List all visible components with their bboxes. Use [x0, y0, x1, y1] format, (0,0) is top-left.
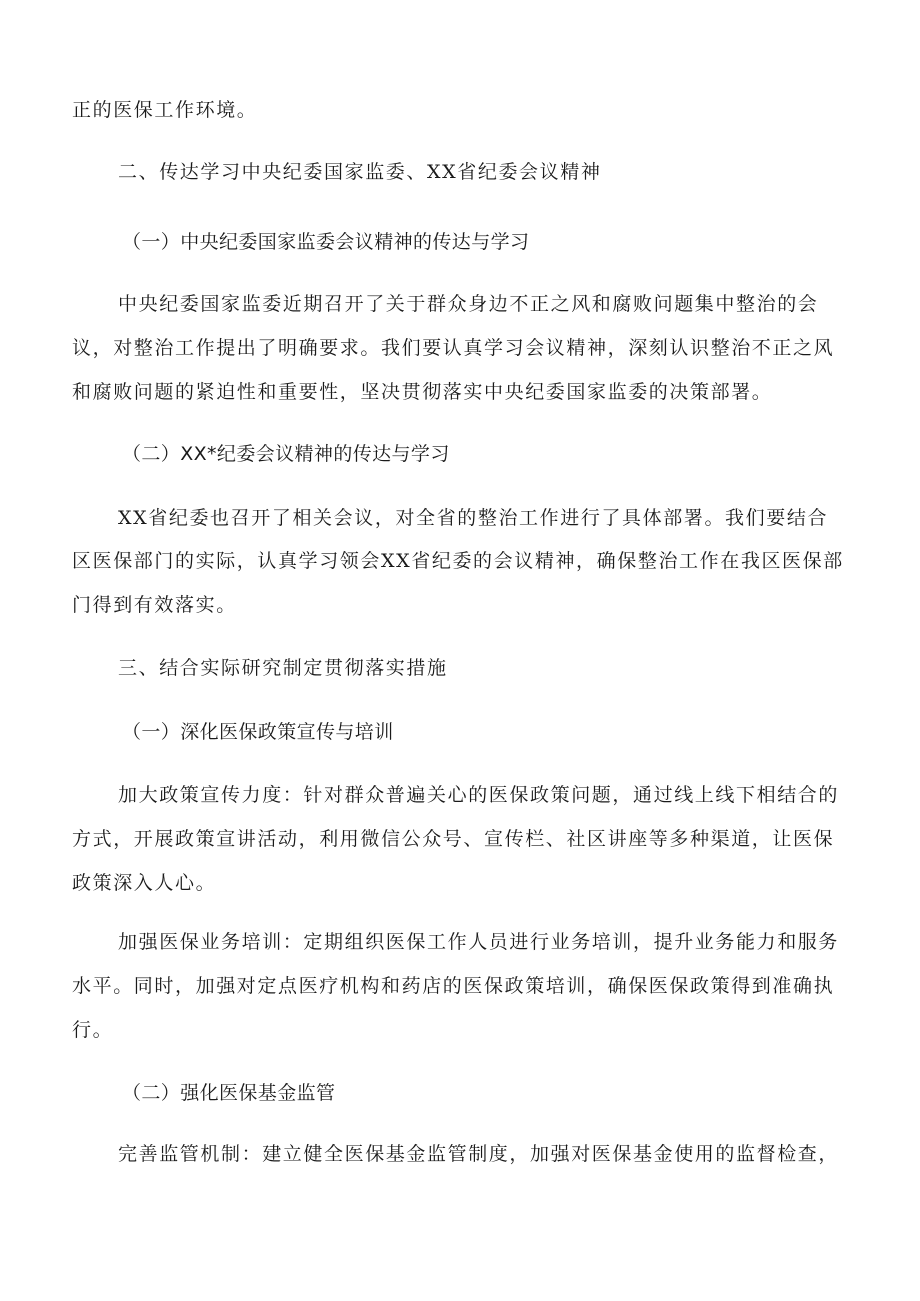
section-2-sub1-title: （一）中央纪委国家监委会议精神的传达与学习 — [122, 231, 530, 253]
paragraph-line: 政策深入人心。 — [72, 872, 217, 894]
paragraph-line: 门得到有效落实。 — [72, 594, 237, 616]
paragraph-fragment-line: 正的医保工作环境。 — [72, 99, 258, 121]
paragraph-line: 加强医保业务培训：定期组织医保工作人员进行业务培训，提升业务能力和服务 — [118, 931, 840, 953]
paragraph-line: XX省纪委也召开了相关会议，对全省的整治工作进行了具体部署。我们要结合 — [118, 507, 829, 529]
paragraph-line: 完善监管机制：建立健全医保基金监管制度，加强对医保基金使用的监督检查， — [118, 1143, 840, 1165]
paragraph-line: 方式，开展政策宣讲活动，利用微信公众号、宣传栏、社区讲座等多种渠道，让医保 — [72, 828, 835, 850]
paragraph-line: 议，对整治工作提出了明确要求。我们要认真学习会议精神，深刻认识整治不正之风 — [72, 337, 835, 359]
paragraph-line: 区医保部门的实际，认真学习领会XX省纪委的会议精神，确保整治工作在我区医保部 — [72, 550, 844, 572]
paragraph-line: 水平。同时，加强对定点医疗机构和药店的医保政策培训，确保医保政策得到准确执 — [72, 975, 835, 997]
section-3-sub1-title: （一）深化医保政策宣传与培训 — [122, 721, 394, 743]
section-2-sub2-title: （二）XX*纪委会议精神的传达与学习 — [122, 443, 450, 465]
paragraph-line: 和腐败问题的紧迫性和重要性，坚决贯彻落实中央纪委国家监委的决策部署。 — [72, 381, 773, 403]
paragraph-line: 行。 — [72, 1019, 114, 1041]
section-3-title: 三、结合实际研究制定贯彻落实措施 — [118, 657, 448, 679]
paragraph-line: 中央纪委国家监委近期召开了关于群众身边不正之风和腐败问题集中整治的会 — [118, 293, 819, 315]
section-2-title: 二、传达学习中央纪委国家监委、XX省纪委会议精神 — [118, 161, 602, 183]
paragraph-line: 加大政策宣传力度：针对群众普遍关心的医保政策问题，通过线上线下相结合的 — [118, 784, 840, 806]
section-3-sub2-title: （二）强化医保基金监管 — [122, 1082, 336, 1104]
